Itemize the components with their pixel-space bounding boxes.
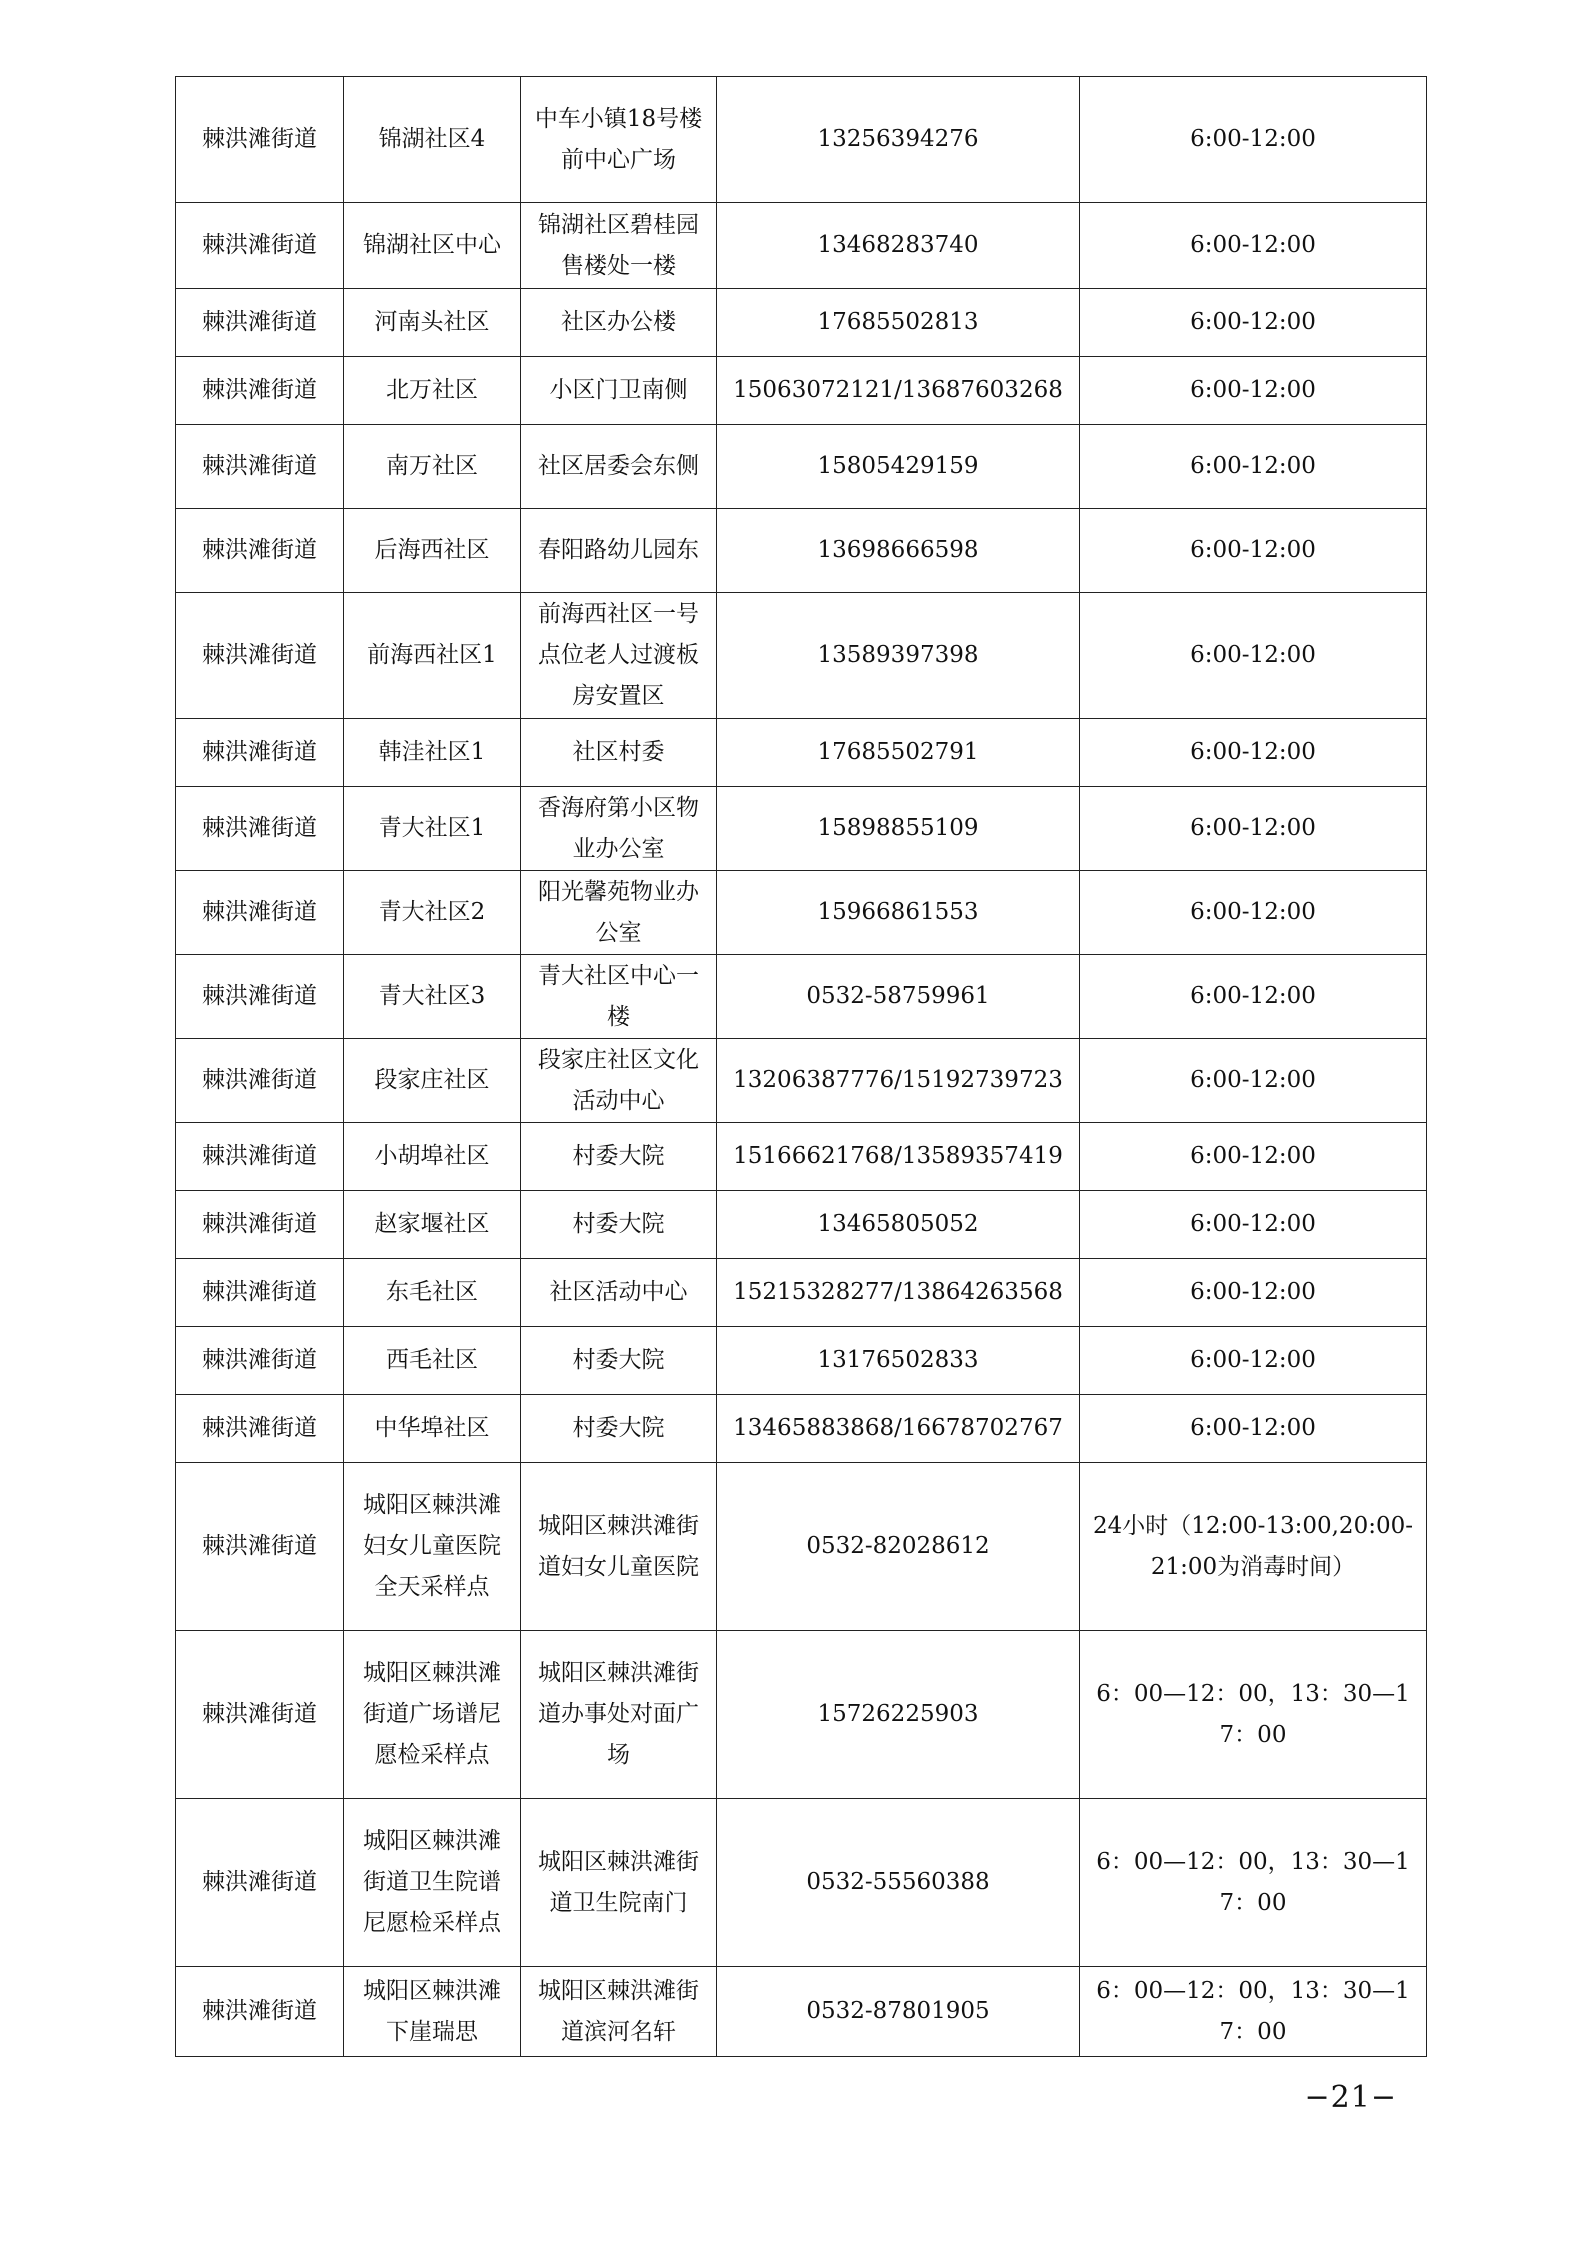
community-cell: 北万社区: [344, 357, 521, 425]
location-cell: 城阳区棘洪滩街道妇女儿童医院: [521, 1463, 717, 1631]
community-cell: 河南头社区: [344, 289, 521, 357]
hours-cell: 6:00-12:00: [1080, 787, 1427, 871]
location-cell: 段家庄社区文化活动中心: [521, 1039, 717, 1123]
hours-cell: 6：00—12：00，13：30—17：00: [1080, 1631, 1427, 1799]
street-cell: 棘洪滩街道: [176, 509, 344, 593]
phone-cell: 0532-58759961: [717, 955, 1080, 1039]
phone-cell: 13698666598: [717, 509, 1080, 593]
hours-cell: 6:00-12:00: [1080, 871, 1427, 955]
phone-cell: 15805429159: [717, 425, 1080, 509]
hours-cell: 6:00-12:00: [1080, 357, 1427, 425]
street-cell: 棘洪滩街道: [176, 357, 344, 425]
community-cell: 赵家堰社区: [344, 1191, 521, 1259]
hours-cell: 6:00-12:00: [1080, 593, 1427, 719]
street-cell: 棘洪滩街道: [176, 1191, 344, 1259]
hours-cell: 6:00-12:00: [1080, 1191, 1427, 1259]
table-row: [176, 1967, 1427, 2057]
table-row: [176, 719, 1427, 787]
street-cell: 棘洪滩街道: [176, 593, 344, 719]
street-cell: 棘洪滩街道: [176, 1799, 344, 1967]
community-cell: 南万社区: [344, 425, 521, 509]
phone-cell: 15166621768/13589357419: [717, 1123, 1080, 1191]
location-cell: 社区办公楼: [521, 289, 717, 357]
phone-cell: 17685502813: [717, 289, 1080, 357]
street-cell: 棘洪滩街道: [176, 425, 344, 509]
table-row: [176, 357, 1427, 425]
hours-cell: 6:00-12:00: [1080, 203, 1427, 289]
community-cell: 段家庄社区: [344, 1039, 521, 1123]
street-cell: 棘洪滩街道: [176, 1123, 344, 1191]
hours-cell: 6:00-12:00: [1080, 1395, 1427, 1463]
table-row: [176, 1463, 1427, 1631]
table-row: [176, 1799, 1427, 1967]
table-row: [176, 1123, 1427, 1191]
community-cell: 青大社区3: [344, 955, 521, 1039]
street-cell: 棘洪滩街道: [176, 871, 344, 955]
community-cell: 青大社区2: [344, 871, 521, 955]
table-row: [176, 509, 1427, 593]
location-cell: 青大社区中心一楼: [521, 955, 717, 1039]
phone-cell: 15726225903: [717, 1631, 1080, 1799]
hours-cell: 6:00-12:00: [1080, 1327, 1427, 1395]
community-cell: 东毛社区: [344, 1259, 521, 1327]
table-row: [176, 955, 1427, 1039]
street-cell: 棘洪滩街道: [176, 955, 344, 1039]
community-cell: 城阳区棘洪滩妇女儿童医院全天采样点: [344, 1463, 521, 1631]
location-cell: 锦湖社区碧桂园售楼处一楼: [521, 203, 717, 289]
community-cell: 前海西社区1: [344, 593, 521, 719]
table-row: [176, 203, 1427, 289]
phone-cell: 13465883868/16678702767: [717, 1395, 1080, 1463]
community-cell: 城阳区棘洪滩下崖瑞思: [344, 1967, 521, 2057]
phone-cell: 13465805052: [717, 1191, 1080, 1259]
street-cell: 棘洪滩街道: [176, 77, 344, 203]
community-cell: 小胡埠社区: [344, 1123, 521, 1191]
table-row: [176, 593, 1427, 719]
phone-cell: 0532-55560388: [717, 1799, 1080, 1967]
hours-cell: 6：00—12：00，13：30—17：00: [1080, 1967, 1427, 2057]
location-cell: 村委大院: [521, 1191, 717, 1259]
table-row: [176, 1327, 1427, 1395]
phone-cell: 13176502833: [717, 1327, 1080, 1395]
street-cell: 棘洪滩街道: [176, 787, 344, 871]
hours-cell: 6:00-12:00: [1080, 955, 1427, 1039]
phone-cell: 0532-82028612: [717, 1463, 1080, 1631]
phone-cell: 13589397398: [717, 593, 1080, 719]
location-cell: 城阳区棘洪滩街道滨河名轩: [521, 1967, 717, 2057]
phone-cell: 15966861553: [717, 871, 1080, 955]
hours-cell: 6:00-12:00: [1080, 1123, 1427, 1191]
table-row: [176, 77, 1427, 203]
street-cell: 棘洪滩街道: [176, 1327, 344, 1395]
community-cell: 西毛社区: [344, 1327, 521, 1395]
sampling-sites-table: [175, 76, 1427, 2057]
phone-cell: 13206387776/15192739723: [717, 1039, 1080, 1123]
hours-cell: 6:00-12:00: [1080, 425, 1427, 509]
street-cell: 棘洪滩街道: [176, 203, 344, 289]
phone-cell: 13256394276: [717, 77, 1080, 203]
table-row: [176, 1395, 1427, 1463]
street-cell: 棘洪滩街道: [176, 1967, 344, 2057]
phone-cell: 15215328277/13864263568: [717, 1259, 1080, 1327]
location-cell: 社区村委: [521, 719, 717, 787]
community-cell: 锦湖社区中心: [344, 203, 521, 289]
location-cell: 村委大院: [521, 1123, 717, 1191]
hours-cell: 6:00-12:00: [1080, 509, 1427, 593]
community-cell: 城阳区棘洪滩街道卫生院谱尼愿检采样点: [344, 1799, 521, 1967]
table-row: [176, 425, 1427, 509]
hours-cell: 6:00-12:00: [1080, 1259, 1427, 1327]
location-cell: 香海府第小区物业办公室: [521, 787, 717, 871]
location-cell: 社区居委会东侧: [521, 425, 717, 509]
table-body: [176, 77, 1427, 2057]
table-row: [176, 1039, 1427, 1123]
hours-cell: 24小时（12:00-13:00,20:00-21:00为消毒时间）: [1080, 1463, 1427, 1631]
community-cell: 韩洼社区1: [344, 719, 521, 787]
location-cell: 社区活动中心: [521, 1259, 717, 1327]
street-cell: 棘洪滩街道: [176, 1259, 344, 1327]
page-number: −21−: [1304, 2080, 1397, 2115]
street-cell: 棘洪滩街道: [176, 719, 344, 787]
community-cell: 中华埠社区: [344, 1395, 521, 1463]
location-cell: 中车小镇18号楼前中心广场: [521, 77, 717, 203]
street-cell: 棘洪滩街道: [176, 1463, 344, 1631]
phone-cell: 17685502791: [717, 719, 1080, 787]
table-row: [176, 871, 1427, 955]
community-cell: 锦湖社区4: [344, 77, 521, 203]
table-row: [176, 289, 1427, 357]
location-cell: 阳光馨苑物业办公室: [521, 871, 717, 955]
phone-cell: 13468283740: [717, 203, 1080, 289]
location-cell: 城阳区棘洪滩街道卫生院南门: [521, 1799, 717, 1967]
table-row: [176, 787, 1427, 871]
table-row: [176, 1259, 1427, 1327]
phone-cell: 15898855109: [717, 787, 1080, 871]
location-cell: 村委大院: [521, 1395, 717, 1463]
location-cell: 村委大院: [521, 1327, 717, 1395]
table-row: [176, 1191, 1427, 1259]
community-cell: 后海西社区: [344, 509, 521, 593]
table-row: [176, 1631, 1427, 1799]
street-cell: 棘洪滩街道: [176, 1631, 344, 1799]
hours-cell: 6:00-12:00: [1080, 289, 1427, 357]
location-cell: 城阳区棘洪滩街道办事处对面广场: [521, 1631, 717, 1799]
location-cell: 小区门卫南侧: [521, 357, 717, 425]
location-cell: 春阳路幼儿园东: [521, 509, 717, 593]
hours-cell: 6:00-12:00: [1080, 77, 1427, 203]
hours-cell: 6:00-12:00: [1080, 719, 1427, 787]
community-cell: 城阳区棘洪滩街道广场谱尼愿检采样点: [344, 1631, 521, 1799]
street-cell: 棘洪滩街道: [176, 289, 344, 357]
hours-cell: 6:00-12:00: [1080, 1039, 1427, 1123]
hours-cell: 6：00—12：00，13：30—17：00: [1080, 1799, 1427, 1967]
phone-cell: 0532-87801905: [717, 1967, 1080, 2057]
community-cell: 青大社区1: [344, 787, 521, 871]
street-cell: 棘洪滩街道: [176, 1395, 344, 1463]
location-cell: 前海西社区一号点位老人过渡板房安置区: [521, 593, 717, 719]
phone-cell: 15063072121/13687603268: [717, 357, 1080, 425]
street-cell: 棘洪滩街道: [176, 1039, 344, 1123]
